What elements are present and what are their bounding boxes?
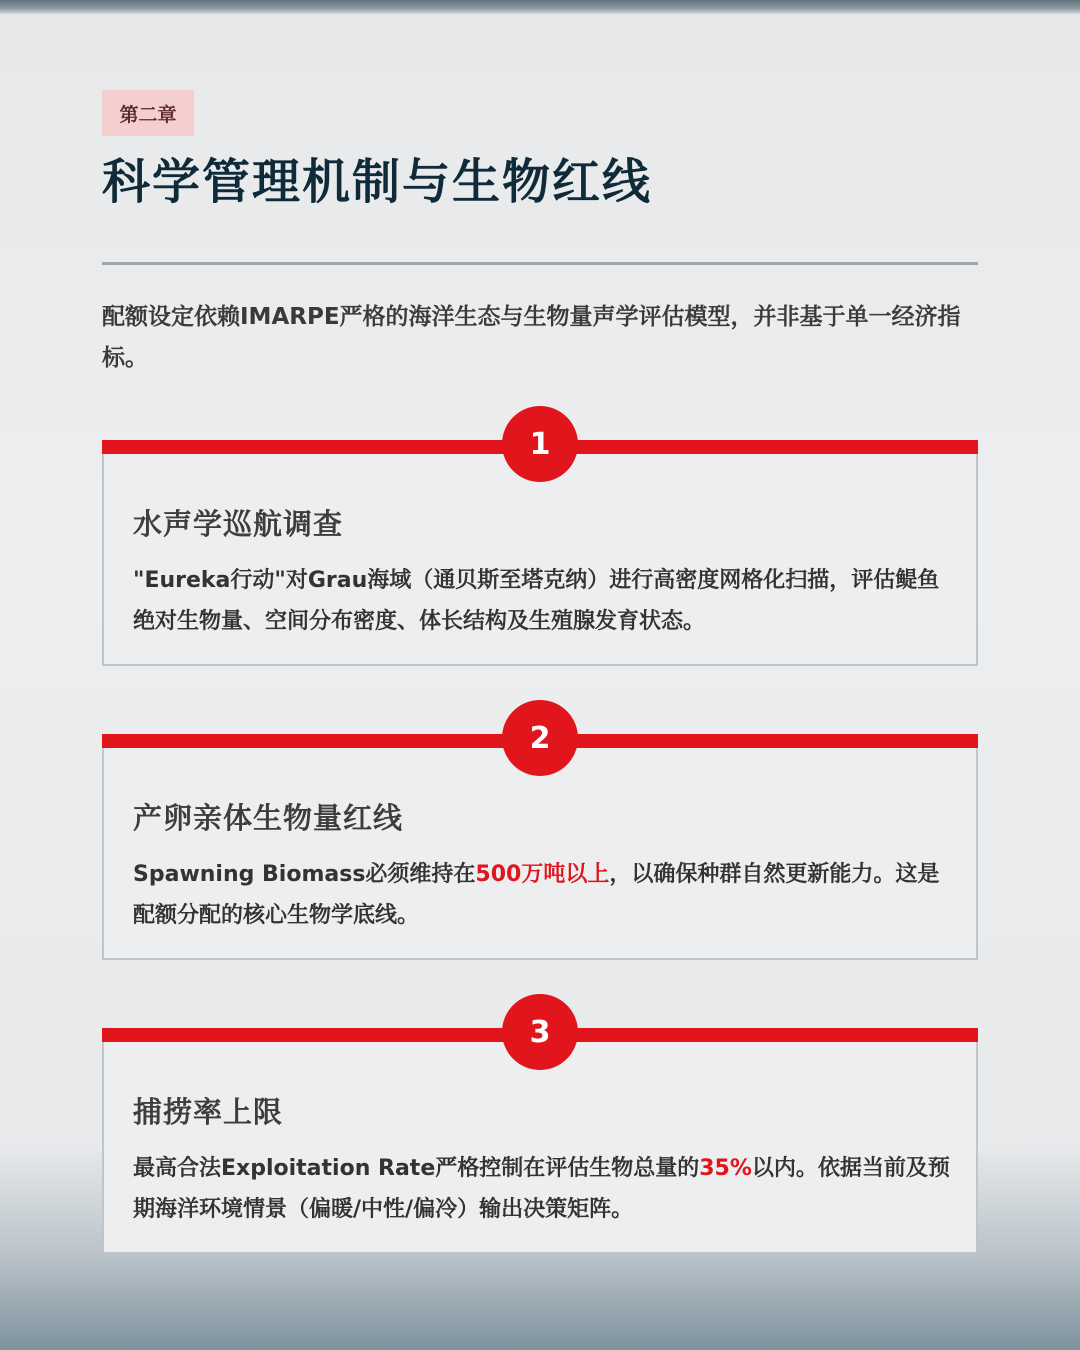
- top-decor-strip: [0, 0, 1080, 14]
- card-highlight: 35%: [699, 1156, 752, 1181]
- intro-text: 配额设定依赖IMARPE严格的海洋生态与生物量声学评估模型，并非基于单一经济指标。: [102, 304, 961, 371]
- page-title: 科学管理机制与生物红线: [102, 154, 653, 210]
- card-body-text: "Eureka行动"对Grau海域（通贝斯至塔克纳）进行高密度网格化扫描，评估鳀鱼绝对生物量、空间分布密度、体长结构及生殖腺发育状态。: [133, 568, 940, 634]
- card-title: 捕捞率上限: [133, 1095, 284, 1129]
- card-number-badge: 3: [502, 994, 578, 1070]
- card-body-text-end: ，以确保种群自然更新能力。这是配额分配的核心生物学底线。: [133, 862, 940, 928]
- chapter-badge: 第二章: [102, 90, 194, 136]
- card-body: [133, 560, 953, 642]
- card-body: [133, 854, 953, 936]
- card-title: 水声学巡航调查: [133, 507, 344, 541]
- card-body: [133, 1148, 953, 1230]
- card-title: 产卵亲体生物量红线: [133, 801, 404, 835]
- card-highlight: 500万吨以上: [475, 862, 610, 887]
- card-acoustic-survey: [102, 426, 978, 666]
- card-number-badge: 1: [502, 406, 578, 482]
- card-spawning-biomass: [102, 720, 978, 960]
- title-divider: [102, 262, 978, 265]
- card-number-badge: 2: [502, 700, 578, 776]
- card-body-text: 最高合法Exploitation Rate严格控制在评估生物总量的: [133, 1156, 700, 1181]
- card-body-text-end: 以内。依据当前及预期海洋环境情景（偏暖/中性/偏冷）输出决策矩阵。: [133, 1156, 950, 1222]
- card-body-text: Spawning Biomass必须维持在: [133, 862, 476, 887]
- card-exploitation-limit: [102, 1014, 978, 1254]
